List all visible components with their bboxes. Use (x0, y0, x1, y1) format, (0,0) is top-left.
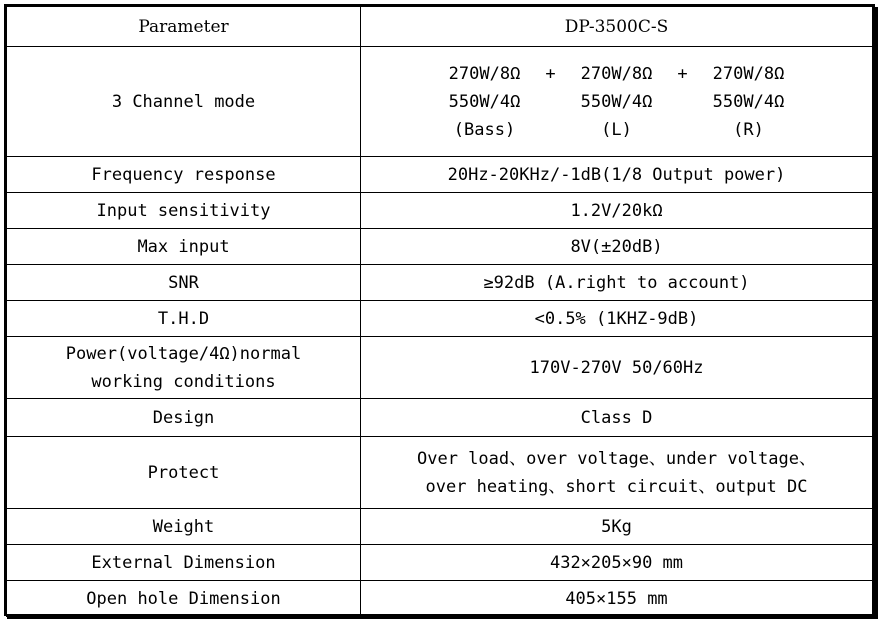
power-value: 170V-270V 50/60Hz (361, 337, 873, 399)
max-input-value: 8V(±20dB) (361, 229, 873, 265)
input-sensitivity-label: Input sensitivity (7, 193, 361, 229)
right-8ohm: 270W/8Ω (712, 63, 785, 84)
design-value: Class D (361, 399, 873, 437)
table-row (7, 581, 873, 617)
external-dimension-value: 432×205×90 mm (361, 545, 873, 581)
protect-row (7, 437, 873, 509)
frequency-response-label: Frequency response (7, 157, 361, 193)
protect-label: Protect (7, 437, 361, 509)
weight-label: Weight (7, 509, 361, 545)
spacer (676, 88, 690, 116)
spacer (544, 88, 558, 116)
channel-names (365, 116, 868, 144)
power-label-line1: Power(voltage/4Ω)normal (65, 343, 302, 364)
header-row (7, 7, 873, 47)
power-label-line2: working conditions (91, 371, 276, 392)
spec-sheet (4, 4, 875, 616)
spec-table (6, 6, 873, 617)
input-sensitivity-value: 1.2V/20kΩ (361, 193, 873, 229)
table-row (7, 229, 873, 265)
table-row (7, 157, 873, 193)
power-label (7, 337, 361, 399)
channel-mode-value (361, 47, 873, 157)
plus-sign: + (677, 63, 688, 84)
header-model: DP-3500C-S (361, 7, 873, 47)
table-row (7, 265, 873, 301)
spacer (544, 116, 558, 144)
bass-8ohm: 270W/8Ω (448, 63, 521, 84)
plus-sign: + (545, 63, 556, 84)
power-row (7, 337, 873, 399)
header-parameter: Parameter (7, 7, 361, 47)
bass-4ohm: 550W/4Ω (448, 91, 521, 112)
design-row (7, 399, 873, 437)
bass-channel-name: (Bass) (453, 119, 516, 140)
protect-value-line2: over heating、short circuit、output DC (425, 476, 808, 497)
table-row (7, 545, 873, 581)
spacer (676, 116, 690, 144)
left-channel-name: (L) (601, 119, 632, 140)
left-8ohm: 270W/8Ω (580, 63, 653, 84)
snr-label: SNR (7, 265, 361, 301)
weight-value: 5Kg (361, 509, 873, 545)
channel-power-8ohm (365, 60, 868, 88)
right-channel-name: (R) (733, 119, 764, 140)
max-input-label: Max input (7, 229, 361, 265)
channel-mode-row (7, 47, 873, 157)
external-dimension-label: External Dimension (7, 545, 361, 581)
table-row (7, 193, 873, 229)
design-label: Design (7, 399, 361, 437)
open-hole-dimension-value: 405×155 mm (361, 581, 873, 617)
open-hole-dimension-label: Open hole Dimension (7, 581, 361, 617)
left-4ohm: 550W/4Ω (580, 91, 653, 112)
table-row (7, 509, 873, 545)
right-4ohm: 550W/4Ω (712, 91, 785, 112)
frequency-response-value: 20Hz-20KHz/-1dB(1/8 Output power) (361, 157, 873, 193)
thd-value: <0.5% (1KHZ-9dB) (361, 301, 873, 337)
thd-label: T.H.D (7, 301, 361, 337)
channel-mode-label: 3 Channel mode (7, 47, 361, 157)
protect-value-line1: Over load、over voltage、under voltage、 (417, 448, 816, 469)
channel-power-4ohm (365, 88, 868, 116)
table-row (7, 301, 873, 337)
snr-value: ≥92dB (A.right to account) (361, 265, 873, 301)
protect-value (361, 437, 873, 509)
